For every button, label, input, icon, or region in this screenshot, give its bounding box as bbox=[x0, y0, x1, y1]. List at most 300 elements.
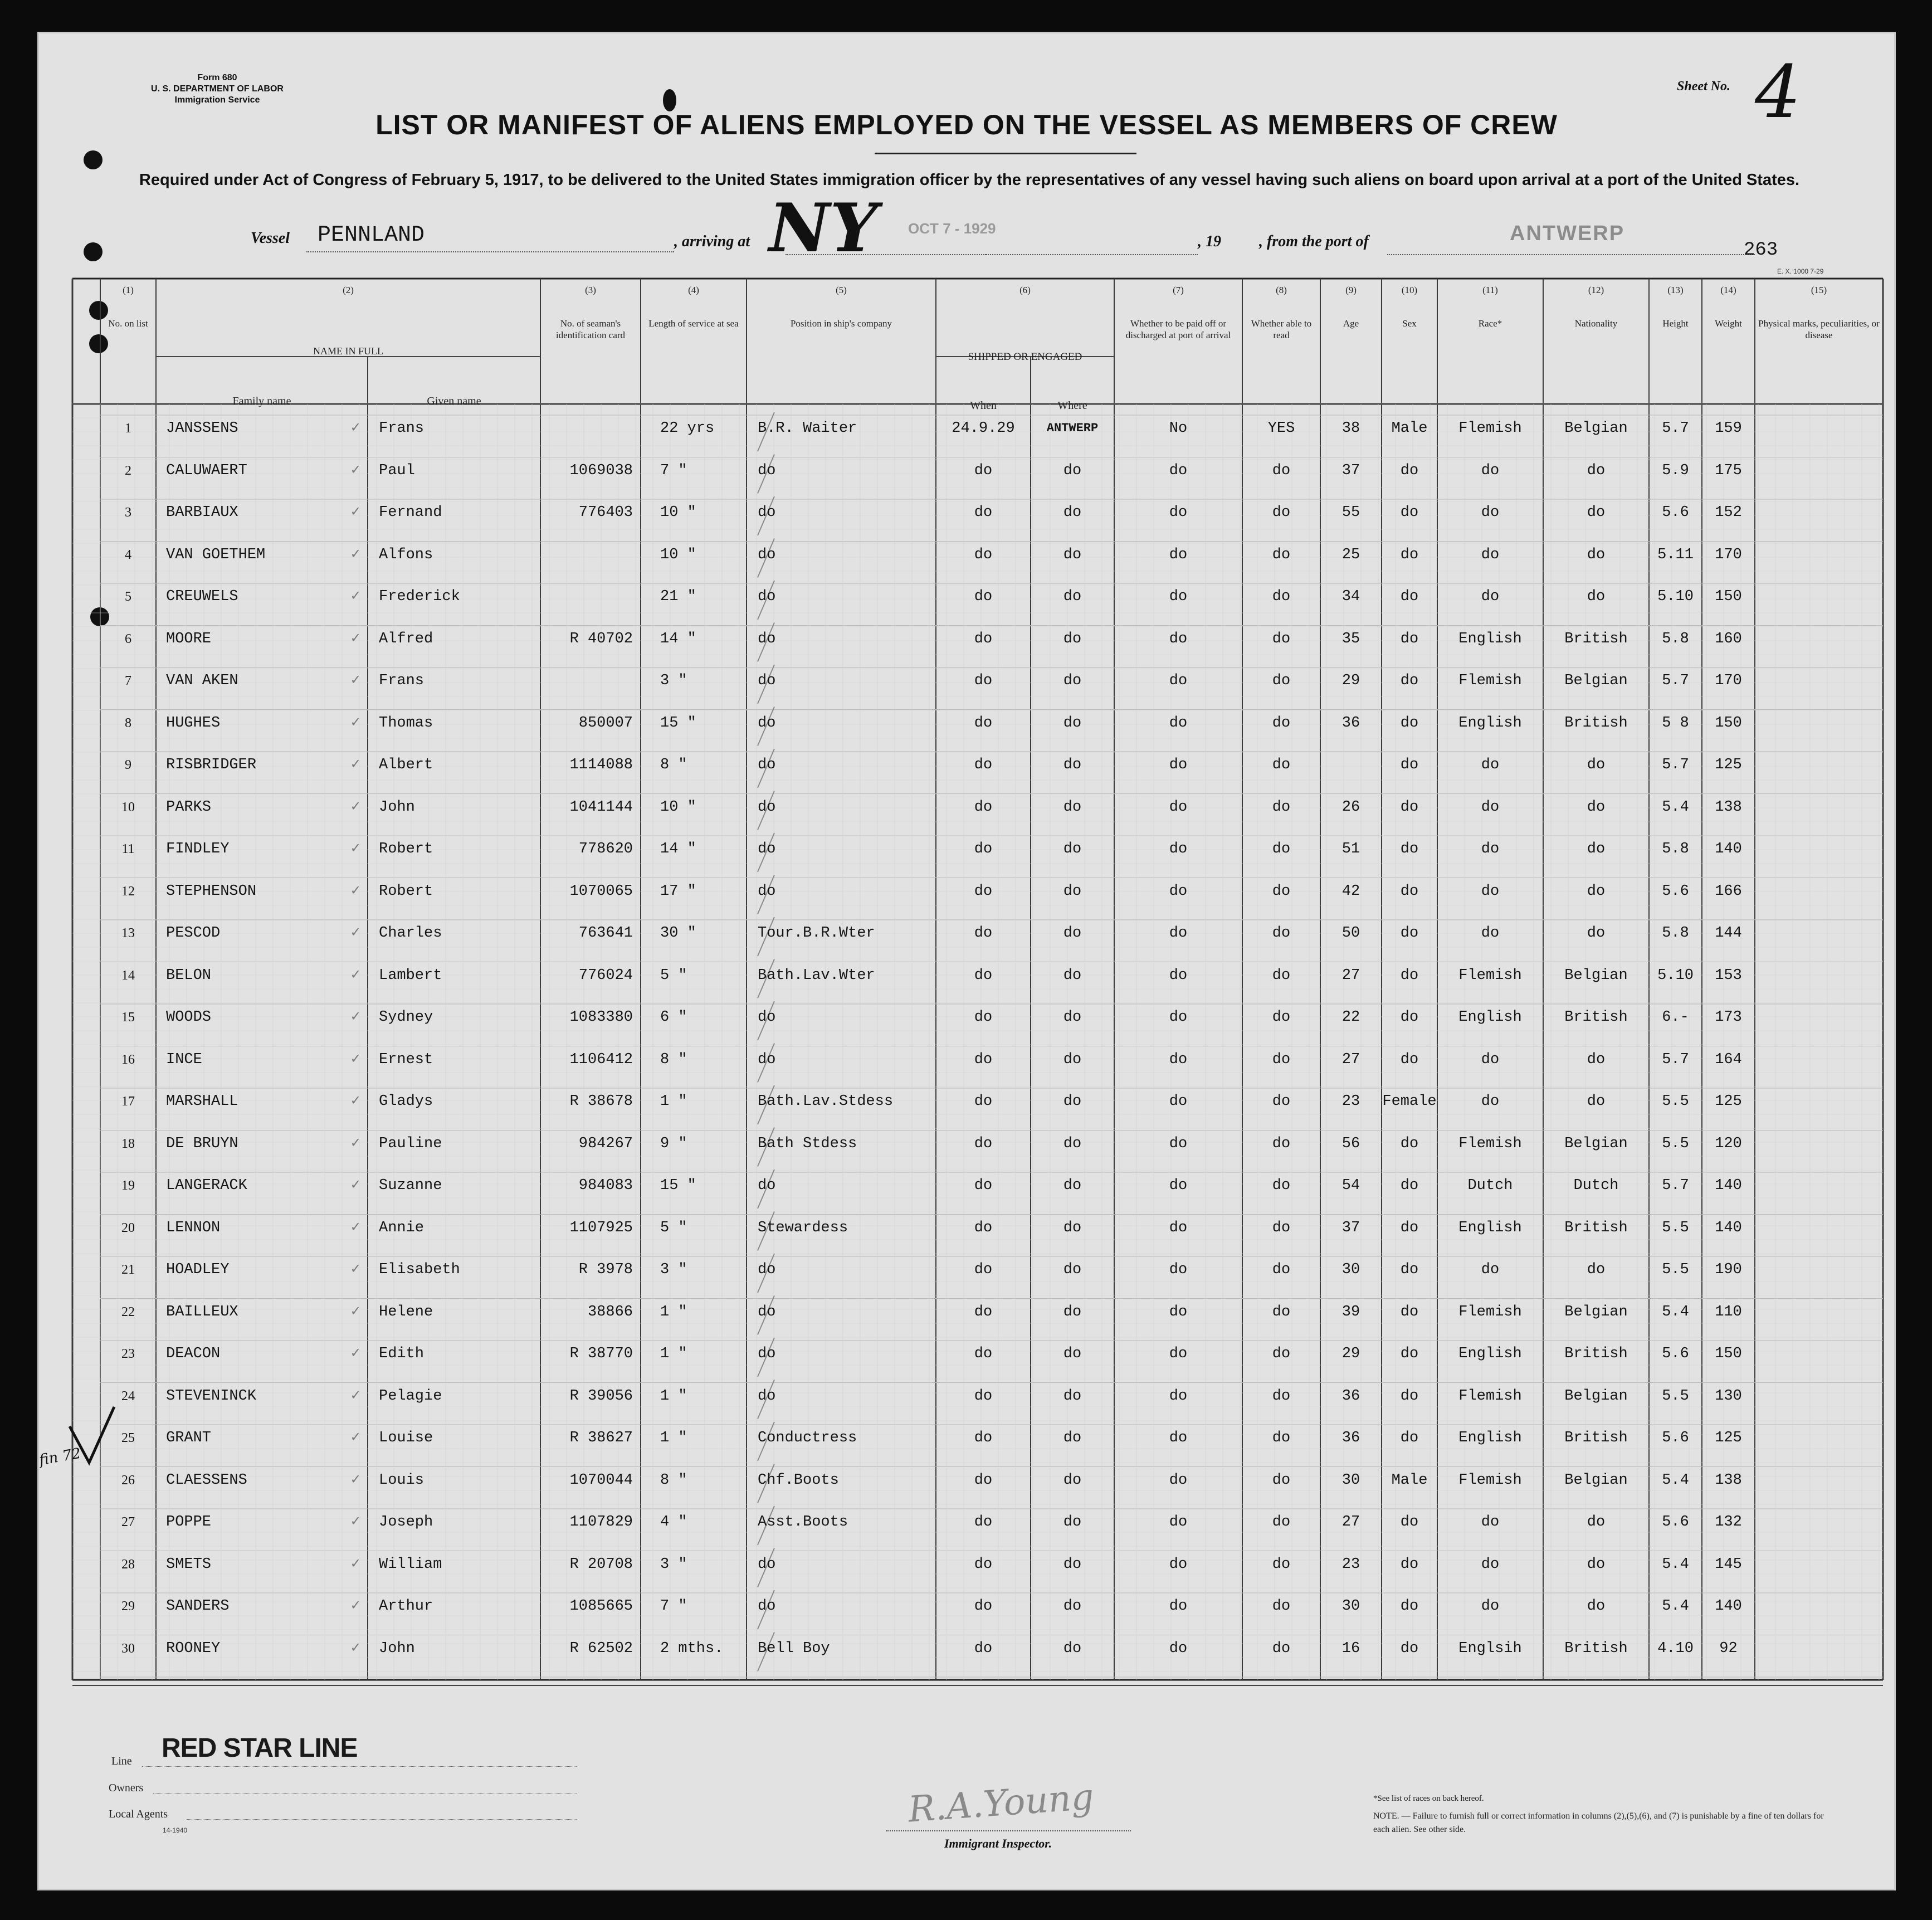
cell-race: Flemish bbox=[1458, 1387, 1522, 1405]
cell-nat: Belgian bbox=[1564, 673, 1628, 689]
cell-service: 1 " bbox=[660, 1430, 687, 1446]
cell-when: do bbox=[974, 673, 993, 689]
col-header-shipped: SHIPPED OR ENGAGED bbox=[968, 351, 1082, 363]
cell-paid: do bbox=[1169, 798, 1188, 816]
cell-no: 16 bbox=[121, 1052, 135, 1067]
cell-no: 11 bbox=[121, 842, 135, 856]
cell-weight: 125 bbox=[1715, 1430, 1742, 1446]
cell-when: do bbox=[974, 1177, 993, 1194]
cell-paid: do bbox=[1169, 462, 1188, 479]
cell-when: do bbox=[974, 1261, 993, 1278]
col-number-shipped: (6) bbox=[1019, 285, 1031, 295]
cell-height: 5.11 bbox=[1657, 546, 1694, 563]
cell-given: Helene bbox=[379, 1303, 433, 1320]
cell-race: English bbox=[1458, 1430, 1522, 1446]
cell-nat: Belgian bbox=[1564, 1303, 1628, 1320]
cell-family: LANGERACK bbox=[166, 1177, 247, 1194]
cell-height: 5.7 bbox=[1662, 1051, 1689, 1068]
cell-paid: do bbox=[1169, 1346, 1188, 1362]
cell-race: do bbox=[1481, 546, 1500, 563]
cell-position: do bbox=[758, 1556, 776, 1573]
cell-height: 5.6 bbox=[1662, 1514, 1689, 1531]
cell-nat: British bbox=[1564, 714, 1628, 732]
cell-card: 776024 bbox=[578, 967, 633, 984]
cell-read: do bbox=[1272, 673, 1291, 689]
cell-age: 50 bbox=[1341, 925, 1360, 942]
cell-position: do bbox=[758, 588, 776, 605]
cell-nat: Dutch bbox=[1573, 1177, 1619, 1194]
cell-age: 30 bbox=[1341, 1261, 1360, 1278]
cell-no: 6 bbox=[125, 631, 131, 646]
cell-position: do bbox=[758, 883, 776, 900]
cell-race: do bbox=[1481, 1051, 1500, 1068]
cell-when: do bbox=[974, 1471, 993, 1489]
cell-given: Thomas bbox=[379, 714, 433, 732]
cell-nat: British bbox=[1564, 1219, 1628, 1236]
cell-weight: 132 bbox=[1715, 1514, 1742, 1531]
cell-when: do bbox=[974, 546, 993, 563]
cell-position: do bbox=[758, 1303, 776, 1320]
cell-height: 5.4 bbox=[1662, 1471, 1689, 1489]
cell-weight: 138 bbox=[1715, 1471, 1742, 1489]
cell-given: Annie bbox=[379, 1219, 425, 1236]
col-header-nat: Nationality bbox=[1574, 318, 1618, 329]
form-number: Form 680 bbox=[197, 73, 237, 82]
cell-family: INCE bbox=[166, 1051, 202, 1068]
cell-race: English bbox=[1458, 1346, 1522, 1362]
cell-height: 5.6 bbox=[1662, 1430, 1689, 1446]
col-header-age: Age bbox=[1343, 318, 1359, 329]
cell-card: 1069038 bbox=[569, 462, 633, 479]
cell-no: 22 bbox=[121, 1304, 135, 1319]
cell-where: do bbox=[1063, 1219, 1082, 1236]
cell-paid: No bbox=[1169, 420, 1188, 437]
department: U. S. DEPARTMENT OF LABOR bbox=[151, 84, 284, 94]
cell-paid: do bbox=[1169, 1093, 1188, 1110]
cell-paid: do bbox=[1169, 1177, 1188, 1194]
cell-race: do bbox=[1481, 1261, 1500, 1278]
cell-sex: Female bbox=[1382, 1093, 1437, 1110]
cell-height: 5.7 bbox=[1662, 673, 1689, 689]
cell-service: 10 " bbox=[660, 546, 696, 563]
col-number-sex: (10) bbox=[1401, 285, 1418, 295]
cell-nat: do bbox=[1587, 841, 1606, 857]
cell-when: do bbox=[974, 1051, 993, 1068]
cell-when: do bbox=[974, 1135, 993, 1152]
ref-small: E. X. 1000 7-29 bbox=[1777, 267, 1824, 275]
cell-family: STEPHENSON bbox=[166, 883, 257, 900]
cell-where: do bbox=[1063, 1303, 1082, 1320]
cell-card: 1041144 bbox=[569, 798, 633, 816]
cell-card: R 38678 bbox=[569, 1093, 633, 1110]
cell-race: Flemish bbox=[1458, 673, 1522, 689]
cell-height: 5.4 bbox=[1662, 1598, 1689, 1615]
check-mark-icon: ✓ bbox=[351, 1261, 360, 1278]
cell-where: do bbox=[1063, 714, 1082, 732]
cell-sex: do bbox=[1400, 630, 1419, 647]
cell-weight: 140 bbox=[1715, 1177, 1742, 1194]
cell-weight: 92 bbox=[1719, 1640, 1738, 1657]
cell-read: do bbox=[1272, 925, 1291, 942]
cell-card: 984083 bbox=[578, 1177, 633, 1194]
cell-weight: 120 bbox=[1715, 1135, 1742, 1152]
check-mark-icon: ✓ bbox=[351, 1556, 360, 1573]
cell-given: Ernest bbox=[379, 1051, 433, 1068]
cell-weight: 145 bbox=[1715, 1556, 1742, 1573]
cell-nat: do bbox=[1587, 1093, 1606, 1110]
cell-read: do bbox=[1272, 1219, 1291, 1236]
cell-card: 1085665 bbox=[569, 1598, 633, 1615]
cell-where: do bbox=[1063, 630, 1082, 647]
cell-given: Lambert bbox=[379, 967, 442, 984]
cell-nat: do bbox=[1587, 588, 1606, 605]
cell-paid: do bbox=[1169, 1261, 1188, 1278]
cell-age: 35 bbox=[1341, 630, 1360, 647]
check-mark-icon: ✓ bbox=[351, 504, 360, 521]
cell-family: MARSHALL bbox=[166, 1093, 238, 1110]
cell-height: 5.5 bbox=[1662, 1093, 1689, 1110]
cell-family: PESCOD bbox=[166, 925, 221, 942]
cell-given: Arthur bbox=[379, 1598, 433, 1615]
cell-nat: Belgian bbox=[1564, 1135, 1628, 1152]
cell-where: do bbox=[1063, 1261, 1082, 1278]
owners-field bbox=[153, 1793, 577, 1794]
cell-age: 26 bbox=[1341, 798, 1360, 816]
cell-where: do bbox=[1063, 1135, 1082, 1152]
cell-paid: do bbox=[1169, 1009, 1188, 1026]
cell-service: 8 " bbox=[660, 1471, 687, 1489]
cell-weight: 140 bbox=[1715, 1219, 1742, 1236]
owners-label: Owners bbox=[109, 1782, 144, 1794]
cell-position: B.R. Waiter bbox=[758, 420, 857, 437]
cell-position: Conductress bbox=[758, 1430, 857, 1446]
cell-family: CALUWAERT bbox=[166, 462, 247, 479]
cell-paid: do bbox=[1169, 1387, 1188, 1405]
cell-family: STEVENINCK bbox=[166, 1387, 257, 1405]
cell-age: 34 bbox=[1341, 588, 1360, 605]
cell-read: do bbox=[1272, 967, 1291, 984]
cell-position: do bbox=[758, 757, 776, 773]
page-title: LIST OR MANIFEST OF ALIENS EMPLOYED ON THE VESSEL AS MEMBERS OF CREW bbox=[375, 109, 1558, 140]
check-mark-icon: ✓ bbox=[351, 1514, 360, 1531]
cell-where: do bbox=[1063, 883, 1082, 900]
manifest-sheet bbox=[39, 33, 1894, 1889]
check-mark-icon: ✓ bbox=[351, 588, 360, 605]
col-header-sex: Sex bbox=[1402, 318, 1417, 329]
cell-family: FINDLEY bbox=[166, 841, 230, 857]
cell-family: DE BRUYN bbox=[166, 1135, 238, 1152]
cell-family: RISBRIDGER bbox=[166, 757, 257, 773]
cell-race: do bbox=[1481, 757, 1500, 773]
cell-position: Bell Boy bbox=[758, 1640, 830, 1657]
cell-weight: 190 bbox=[1715, 1261, 1742, 1278]
line-value: RED STAR LINE bbox=[162, 1733, 358, 1763]
cell-height: 5 8 bbox=[1662, 714, 1689, 732]
cell-family: SANDERS bbox=[166, 1598, 230, 1615]
cell-service: 14 " bbox=[660, 841, 696, 857]
cell-given: Pelagie bbox=[379, 1387, 442, 1405]
check-mark-icon: ✓ bbox=[351, 546, 360, 563]
cell-family: BARBIAUX bbox=[166, 504, 238, 521]
cell-no: 13 bbox=[121, 926, 135, 940]
cell-where: do bbox=[1063, 1093, 1082, 1110]
cell-no: 21 bbox=[121, 1263, 135, 1277]
cell-weight: 160 bbox=[1715, 630, 1742, 647]
col-number-read: (8) bbox=[1276, 285, 1287, 295]
cell-read: do bbox=[1272, 1135, 1291, 1152]
cell-paid: do bbox=[1169, 504, 1188, 521]
cell-sex: do bbox=[1400, 462, 1419, 479]
check-mark-icon: ✓ bbox=[351, 1640, 360, 1657]
cell-where: do bbox=[1063, 967, 1082, 984]
cell-given: Albert bbox=[379, 757, 433, 773]
cell-family: BELON bbox=[166, 967, 212, 984]
check-mark-icon: ✓ bbox=[351, 1177, 360, 1194]
cell-nat: do bbox=[1587, 546, 1606, 563]
cell-where: do bbox=[1063, 798, 1082, 816]
cell-paid: do bbox=[1169, 1219, 1188, 1236]
cell-given: Joseph bbox=[379, 1514, 433, 1531]
cell-sex: do bbox=[1400, 1430, 1419, 1446]
margin-note: fin 72 bbox=[37, 1445, 82, 1469]
cell-card: 763641 bbox=[578, 925, 633, 942]
cell-sex: Male bbox=[1391, 420, 1428, 437]
cell-service: 17 " bbox=[660, 883, 696, 900]
cell-race: do bbox=[1481, 925, 1500, 942]
cell-read: do bbox=[1272, 630, 1291, 647]
cell-race: English bbox=[1458, 630, 1522, 647]
cell-read: do bbox=[1272, 841, 1291, 857]
cell-read: do bbox=[1272, 1346, 1291, 1362]
cell-read: do bbox=[1272, 1640, 1291, 1657]
check-mark-icon: ✓ bbox=[351, 1051, 360, 1068]
cell-age: 37 bbox=[1341, 1219, 1360, 1236]
cell-given: William bbox=[379, 1556, 442, 1573]
cell-read: do bbox=[1272, 462, 1291, 479]
cell-race: English bbox=[1458, 1009, 1522, 1026]
cell-where: do bbox=[1063, 841, 1082, 857]
cell-given: Edith bbox=[379, 1346, 425, 1362]
cell-height: 5.4 bbox=[1662, 798, 1689, 816]
cell-position: Stewardess bbox=[758, 1219, 848, 1236]
check-mark-icon: ✓ bbox=[351, 1303, 360, 1320]
cell-when: do bbox=[974, 841, 993, 857]
cell-service: 1 " bbox=[660, 1387, 687, 1405]
cell-service: 3 " bbox=[660, 1261, 687, 1278]
cell-where: do bbox=[1063, 546, 1082, 563]
cell-nat: British bbox=[1564, 1346, 1628, 1362]
cell-read: do bbox=[1272, 1556, 1291, 1573]
cell-family: GRANT bbox=[166, 1430, 212, 1446]
cell-service: 10 " bbox=[660, 798, 696, 816]
cell-when: do bbox=[974, 1430, 993, 1446]
cell-age: 56 bbox=[1341, 1135, 1360, 1152]
cell-nat: do bbox=[1587, 1051, 1606, 1068]
cell-family: VAN AKEN bbox=[166, 673, 238, 689]
cell-family: POPPE bbox=[166, 1514, 212, 1531]
cell-no: 14 bbox=[121, 968, 135, 983]
cell-paid: do bbox=[1169, 714, 1188, 732]
cell-given: Frederick bbox=[379, 588, 460, 605]
cell-read: do bbox=[1272, 546, 1291, 563]
cell-paid: do bbox=[1169, 546, 1188, 563]
cell-service: 15 " bbox=[660, 714, 696, 732]
cell-weight: 125 bbox=[1715, 757, 1742, 773]
cell-family: HOADLEY bbox=[166, 1261, 230, 1278]
check-mark-icon: ✓ bbox=[351, 714, 360, 732]
cell-no: 17 bbox=[121, 1094, 135, 1109]
cell-read: do bbox=[1272, 1303, 1291, 1320]
cell-sex: do bbox=[1400, 1135, 1419, 1152]
check-mark-icon: ✓ bbox=[351, 1387, 360, 1405]
cell-where: do bbox=[1063, 1177, 1082, 1194]
check-mark-icon: ✓ bbox=[351, 1430, 360, 1446]
check-mark-icon: ✓ bbox=[351, 1598, 360, 1615]
cell-card: 1107829 bbox=[569, 1514, 633, 1531]
cell-sex: do bbox=[1400, 1556, 1419, 1573]
cell-sex: do bbox=[1400, 1219, 1419, 1236]
cell-race: do bbox=[1481, 1093, 1500, 1110]
col-header-name: NAME IN FULL bbox=[313, 345, 383, 357]
cell-position: Bath Stdess bbox=[758, 1135, 857, 1152]
cell-service: 3 " bbox=[660, 673, 687, 689]
cell-read: do bbox=[1272, 757, 1291, 773]
page-subtitle: Required under Act of Congress of February 5, 1917, to be delivered to the United States immigration officer by the representatives of any vessel having such aliens on board upon arrival at a port of the United States. bbox=[139, 171, 1800, 189]
cell-paid: do bbox=[1169, 1051, 1188, 1068]
cell-given: John bbox=[379, 798, 415, 816]
cell-sex: do bbox=[1400, 1303, 1419, 1320]
cell-when: do bbox=[974, 883, 993, 900]
cell-age: 36 bbox=[1341, 1387, 1360, 1405]
cell-no: 30 bbox=[121, 1641, 135, 1656]
cell-family: CLAESSENS bbox=[166, 1471, 247, 1489]
cell-age: 27 bbox=[1341, 1514, 1360, 1531]
cell-race: do bbox=[1481, 1514, 1500, 1531]
cell-nat: do bbox=[1587, 798, 1606, 816]
cell-read: do bbox=[1272, 504, 1291, 521]
cell-family: VAN GOETHEM bbox=[166, 546, 266, 563]
cell-sex: do bbox=[1400, 798, 1419, 816]
cell-sex: do bbox=[1400, 1387, 1419, 1405]
cell-nat: do bbox=[1587, 462, 1606, 479]
cell-sex: do bbox=[1400, 546, 1419, 563]
cell-weight: 140 bbox=[1715, 841, 1742, 857]
cell-paid: do bbox=[1169, 673, 1188, 689]
cell-race: do bbox=[1481, 1598, 1500, 1615]
cell-age: 23 bbox=[1341, 1093, 1360, 1110]
cell-nat: British bbox=[1564, 1009, 1628, 1026]
cell-position: do bbox=[758, 1009, 776, 1026]
cell-given: Louis bbox=[379, 1471, 425, 1489]
cell-where: do bbox=[1063, 757, 1082, 773]
cell-race: Dutch bbox=[1467, 1177, 1513, 1194]
cell-family: CREUWELS bbox=[166, 588, 238, 605]
cell-card: R 38770 bbox=[569, 1346, 633, 1362]
col-header-no: No. on list bbox=[108, 318, 148, 329]
col-header-height: Height bbox=[1662, 318, 1689, 329]
cell-sex: Male bbox=[1391, 1471, 1428, 1489]
cell-paid: do bbox=[1169, 588, 1188, 605]
cell-read: do bbox=[1272, 1261, 1291, 1278]
cell-position: do bbox=[758, 1051, 776, 1068]
cell-height: 5.5 bbox=[1662, 1219, 1689, 1236]
cell-position: do bbox=[758, 1387, 776, 1405]
cell-weight: 173 bbox=[1715, 1009, 1742, 1026]
form-code: 14-1940 bbox=[163, 1826, 188, 1834]
cell-sex: do bbox=[1400, 925, 1419, 942]
cell-position: do bbox=[758, 546, 776, 563]
cell-sex: do bbox=[1400, 883, 1419, 900]
col-header-marks: Physical marks, peculiarities, or disease bbox=[1758, 318, 1880, 340]
cell-position: do bbox=[758, 841, 776, 857]
cell-age: 51 bbox=[1341, 841, 1360, 857]
cell-read: do bbox=[1272, 1514, 1291, 1531]
cell-when: do bbox=[974, 1598, 993, 1615]
cell-nat: do bbox=[1587, 1514, 1606, 1531]
cell-paid: do bbox=[1169, 1640, 1188, 1657]
cell-service: 2 mths. bbox=[660, 1640, 724, 1657]
cell-service: 21 " bbox=[660, 588, 696, 605]
cell-family: BAILLEUX bbox=[166, 1303, 238, 1320]
cell-nat: British bbox=[1564, 1640, 1628, 1657]
inspector-label: Immigrant Inspector. bbox=[944, 1836, 1052, 1850]
cell-family: JANSSENS bbox=[166, 420, 238, 437]
cell-service: 6 " bbox=[660, 1009, 687, 1026]
cell-given: Sydney bbox=[379, 1009, 433, 1026]
col-header-weight: Weight bbox=[1715, 318, 1742, 329]
cell-card: R 38627 bbox=[569, 1430, 633, 1446]
cell-no: 7 bbox=[125, 674, 131, 688]
cell-race: do bbox=[1481, 1556, 1500, 1573]
cell-where: do bbox=[1063, 1009, 1082, 1026]
cell-service: 22 yrs bbox=[660, 420, 715, 437]
cell-height: 5.5 bbox=[1662, 1387, 1689, 1405]
cell-race: English bbox=[1458, 714, 1522, 732]
cell-weight: 150 bbox=[1715, 1346, 1742, 1362]
cell-given: Paul bbox=[379, 462, 415, 479]
cell-age: 36 bbox=[1341, 714, 1360, 732]
cell-family: WOODS bbox=[166, 1009, 212, 1026]
cell-read: do bbox=[1272, 1093, 1291, 1110]
col-header-family: Family name bbox=[232, 395, 291, 407]
cell-height: 5.10 bbox=[1657, 588, 1694, 605]
cell-family: HUGHES bbox=[166, 714, 221, 732]
check-mark-icon: ✓ bbox=[351, 420, 360, 437]
cell-position: do bbox=[758, 798, 776, 816]
cell-where: do bbox=[1063, 588, 1082, 605]
cell-when: do bbox=[974, 798, 993, 816]
cell-sex: do bbox=[1400, 1598, 1419, 1615]
cell-card: 1070044 bbox=[569, 1471, 633, 1489]
check-mark-icon: ✓ bbox=[351, 1093, 360, 1110]
cell-sex: do bbox=[1400, 1346, 1419, 1362]
cell-card: R 62502 bbox=[569, 1640, 633, 1657]
cell-age: 23 bbox=[1341, 1556, 1360, 1573]
cell-where: do bbox=[1063, 462, 1082, 479]
cell-weight: 152 bbox=[1715, 504, 1742, 521]
check-mark-icon: ✓ bbox=[351, 1219, 360, 1236]
col-header-card: No. of seaman's identification card bbox=[555, 318, 626, 340]
cell-height: 5.4 bbox=[1662, 1556, 1689, 1573]
cell-read: do bbox=[1272, 883, 1291, 900]
cell-no: 28 bbox=[121, 1557, 135, 1572]
vessel-value: PENNLAND bbox=[318, 223, 425, 248]
cell-card: R 3978 bbox=[578, 1261, 633, 1278]
cell-card: 850007 bbox=[578, 714, 633, 732]
cell-position: Chf.Boots bbox=[758, 1471, 839, 1489]
check-mark-icon: ✓ bbox=[351, 1346, 360, 1362]
cell-no: 10 bbox=[121, 800, 135, 815]
